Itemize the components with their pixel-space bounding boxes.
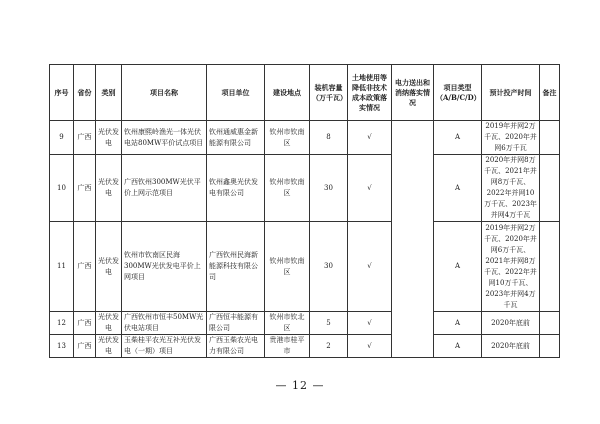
cell-remarks <box>540 121 560 155</box>
cell-province: 广西 <box>74 121 96 155</box>
table-header-row <box>50 65 560 121</box>
cell-location: 钦州市钦南区 <box>265 222 310 312</box>
header-project-type: 项目类型（A/B/C/D） <box>434 65 482 121</box>
cell-land-policy: √ <box>348 222 392 312</box>
cell-project-type: A <box>434 222 482 312</box>
cell-remarks <box>540 155 560 222</box>
cell-power-delivery <box>392 121 434 358</box>
table-row <box>50 335 560 358</box>
cell-location: 钦州市钦南区 <box>265 121 310 155</box>
header-category: 类别 <box>96 65 122 121</box>
cell-seq: 10 <box>50 155 74 222</box>
cell-commission-time: 2020年底前 <box>482 312 540 335</box>
cell-project-name: 广西钦州300MW光伏平价上网示范项目 <box>122 155 207 222</box>
cell-category: 光伏发电 <box>96 121 122 155</box>
header-commission-time: 预计投产时间 <box>482 65 540 121</box>
cell-commission-time: 2019年并网2万千瓦、2020年并网6万千瓦 <box>482 121 540 155</box>
header-capacity: 装机容量（万千瓦） <box>310 65 348 121</box>
cell-land-policy: √ <box>348 335 392 358</box>
header-location: 建设地点 <box>265 65 310 121</box>
cell-unit: 广西玉柴农光电力有限公司 <box>207 335 265 358</box>
cell-remarks <box>540 312 560 335</box>
cell-seq: 11 <box>50 222 74 312</box>
cell-province: 广西 <box>74 222 96 312</box>
cell-project-type: A <box>434 312 482 335</box>
cell-project-name: 钦州市钦南区民海300MW光伏发电平价上网项目 <box>122 222 207 312</box>
cell-category: 光伏发电 <box>96 222 122 312</box>
header-seq: 序号 <box>50 65 74 121</box>
cell-commission-time: 2020年并网8万千瓦、2021年并网8万千瓦、2022年并网10万千瓦、2023年并网4万千瓦 <box>482 155 540 222</box>
cell-province: 广西 <box>74 312 96 335</box>
header-province: 省份 <box>74 65 96 121</box>
cell-project-type: A <box>434 155 482 222</box>
cell-project-type: A <box>434 121 482 155</box>
cell-seq: 13 <box>50 335 74 358</box>
cell-project-name: 玉柴桂平农光互补光伏发电（一期）项目 <box>122 335 207 358</box>
header-land-policy: 土地使用等降低非技术成本政策落实情况 <box>348 65 392 121</box>
cell-seq: 12 <box>50 312 74 335</box>
cell-province: 广西 <box>74 155 96 222</box>
cell-capacity: 5 <box>310 312 348 335</box>
header-power-delivery: 电力送出和消纳落实情况 <box>392 65 434 121</box>
cell-commission-time: 2019年并网2万千瓦、2020年并网6万千瓦、2021年并网8万千瓦、2022年并网10万千瓦、2023年并网4万千瓦 <box>482 222 540 312</box>
header-project-name: 项目名称 <box>122 65 207 121</box>
cell-unit: 钦州鑫奥光伏发电有限公司 <box>207 155 265 222</box>
cell-unit: 钦州通威惠金新能源有限公司 <box>207 121 265 155</box>
cell-remarks <box>540 222 560 312</box>
table-row <box>50 312 560 335</box>
cell-land-policy: √ <box>348 121 392 155</box>
cell-project-name: 钦州康熙岭渔光一体光伏电站80MW平价试点项目 <box>122 121 207 155</box>
cell-province: 广西 <box>74 335 96 358</box>
cell-category: 光伏发电 <box>96 312 122 335</box>
cell-capacity: 2 <box>310 335 348 358</box>
cell-capacity: 30 <box>310 155 348 222</box>
cell-unit: 广西钦州民海新能源科技有限公司 <box>207 222 265 312</box>
table-row <box>50 155 560 222</box>
cell-unit: 广西恒丰能源有限公司 <box>207 312 265 335</box>
cell-project-name: 广西钦州市恒丰50MW光伏电站项目 <box>122 312 207 335</box>
cell-land-policy: √ <box>348 155 392 222</box>
cell-commission-time: 2020年底前 <box>482 335 540 358</box>
header-unit: 项目单位 <box>207 65 265 121</box>
cell-seq: 9 <box>50 121 74 155</box>
table-row <box>50 222 560 312</box>
cell-location: 钦州市钦南区 <box>265 155 310 222</box>
page-number: — 12 — <box>275 379 325 392</box>
cell-land-policy: √ <box>348 312 392 335</box>
project-table <box>49 64 560 358</box>
header-remarks: 备注 <box>540 65 560 121</box>
cell-location: 钦州市钦北区 <box>265 312 310 335</box>
cell-remarks <box>540 335 560 358</box>
cell-project-type: A <box>434 335 482 358</box>
cell-capacity: 30 <box>310 222 348 312</box>
cell-capacity: 8 <box>310 121 348 155</box>
cell-category: 光伏发电 <box>96 155 122 222</box>
cell-location: 贵港市桂平市 <box>265 335 310 358</box>
cell-category: 光伏发电 <box>96 335 122 358</box>
table-row <box>50 121 560 155</box>
